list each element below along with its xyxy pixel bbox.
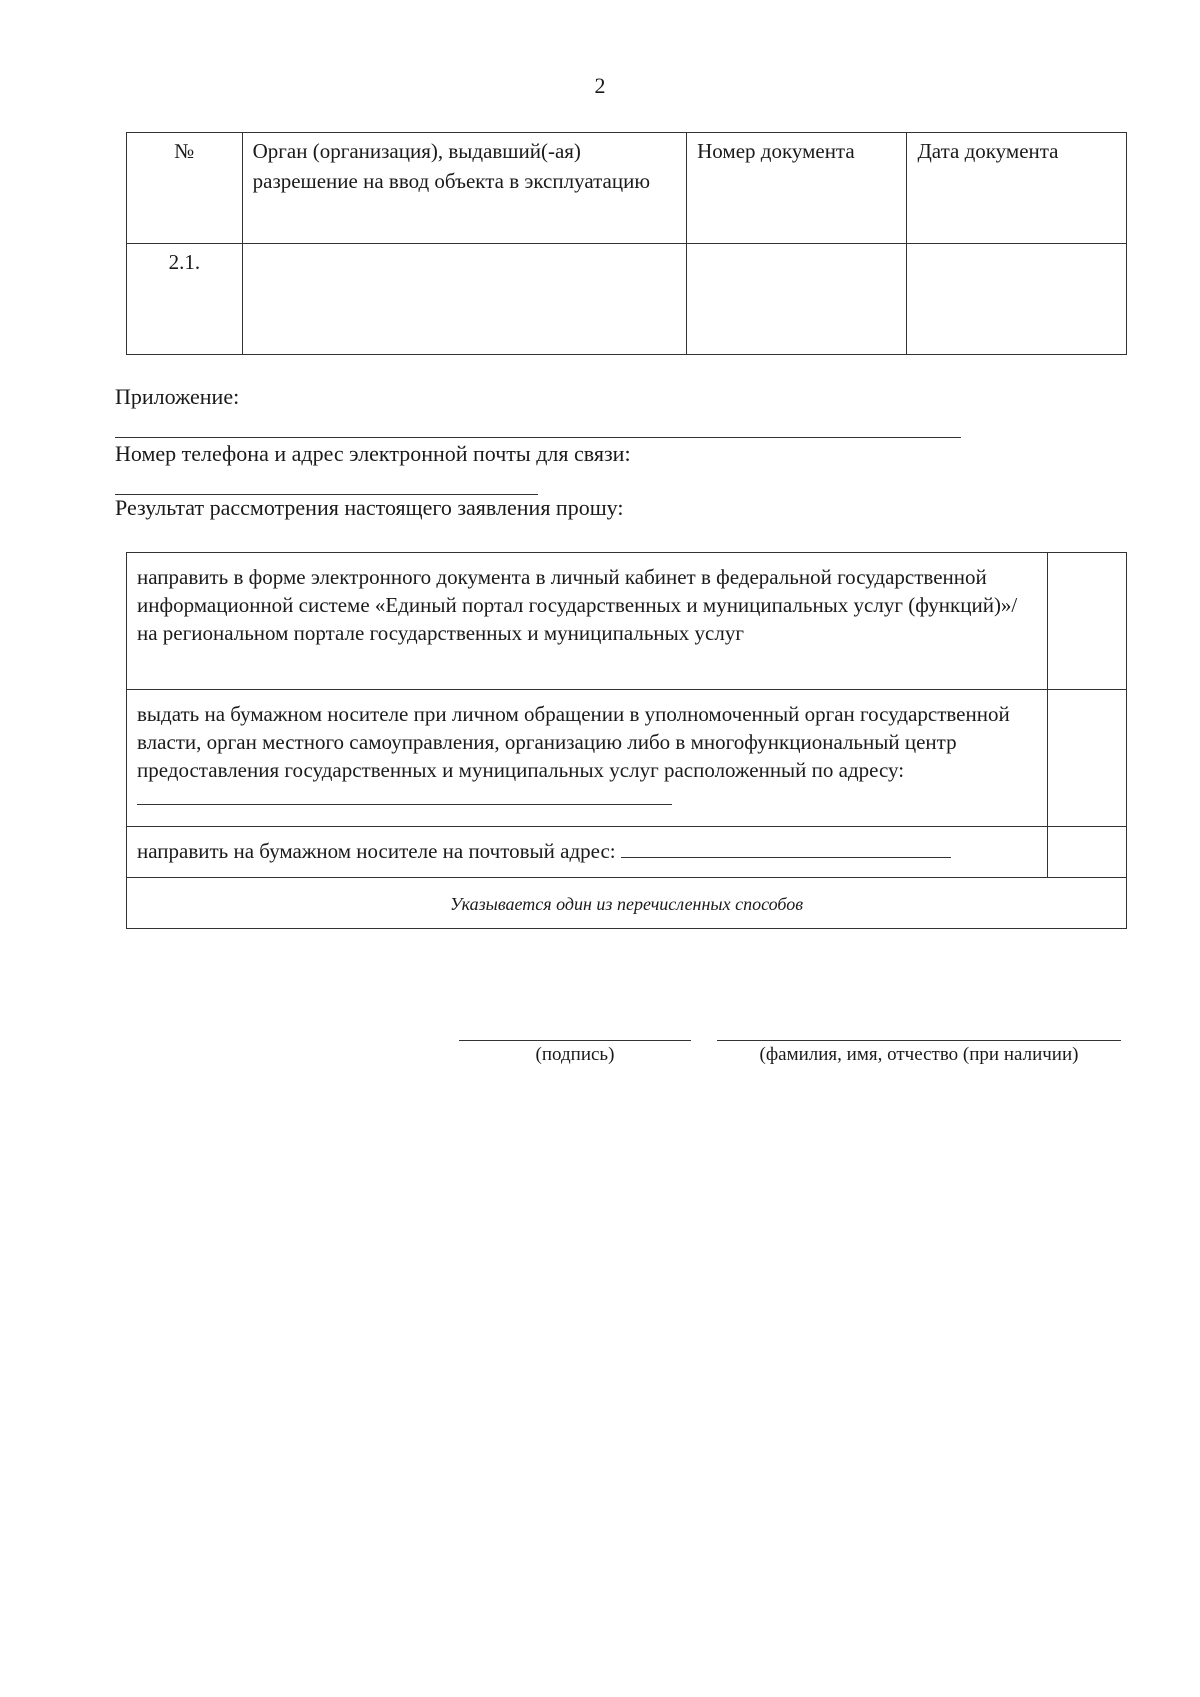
appendix-label: Приложение: [115,384,240,409]
address-fill-line[interactable] [137,786,672,805]
table-header-row [127,133,1127,244]
appendix-fill-line[interactable] [115,437,961,438]
option-electronic-checkbox[interactable] [1048,553,1127,690]
contact-label: Номер телефона и адрес электронной почты для связи: [115,441,631,466]
row-doc-number-cell[interactable] [687,244,907,355]
postal-address-fill-line[interactable] [621,839,951,858]
row-organ-cell[interactable] [242,244,687,355]
row-doc-date-cell[interactable] [907,244,1127,355]
header-num: № [127,133,243,244]
permit-table [126,132,1127,355]
page-number: 2 [594,73,606,98]
option-paper-in-person-cell [127,690,1048,827]
row-num: 2.1. [127,244,243,355]
option-note-row [127,878,1127,929]
option-note: Указывается один из перечисленных способов [127,878,1127,929]
option-paper-mail-text: направить на бумажном носителе на почтовый адрес: [137,839,616,863]
result-label: Результат рассмотрения настоящего заявления прошу: [115,495,624,520]
option-row-electronic [127,553,1127,690]
delivery-options-table [126,552,1127,929]
header-doc-number: Номер документа [687,133,907,244]
header-doc-date: Дата документа [907,133,1127,244]
signature-line[interactable] [459,1040,691,1041]
option-paper-in-person-text: выдать на бумажном носителе при личном обращении в уполномоченный орган государственной власти, орган местного самоуправления, организацию либо в многофункциональный центр предоставления государственных и муниципальных услуг расположенный по адресу: [137,702,1010,782]
header-organ: Орган (организация), выдавший(-ая) разрешение на ввод объекта в эксплуатацию [242,133,687,244]
option-electronic-text: направить в форме электронного документа в личный кабинет в федеральной государственной информационной системе «Единый портал государственных и муниципальных услуг (функций)»/ на региональном портале государственных и муниципальных услуг [127,553,1048,690]
signature-label: (подпись) [535,1044,615,1065]
full-name-label: (фамилия, имя, отчество (при наличии) [759,1044,1079,1065]
full-name-line[interactable] [717,1040,1121,1041]
option-paper-mail-cell [127,827,1048,878]
option-row-paper-mail [127,827,1127,878]
option-row-paper-in-person [127,690,1127,827]
table-row [127,244,1127,355]
option-paper-in-person-checkbox[interactable] [1048,690,1127,827]
option-paper-mail-checkbox[interactable] [1048,827,1127,878]
